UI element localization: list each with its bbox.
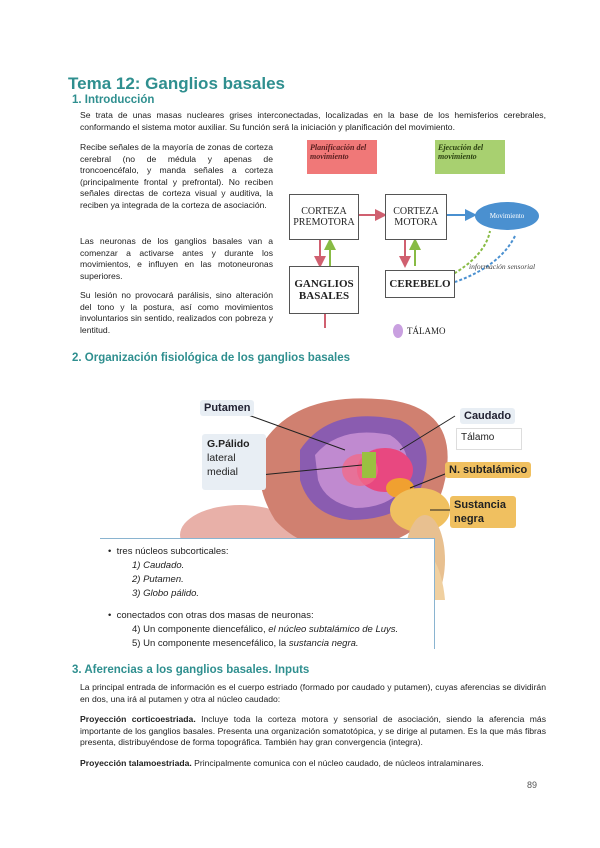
nuclei-list-panel xyxy=(100,538,435,649)
basal-ganglia-anatomy-figure xyxy=(100,370,534,650)
mesencefalico-text: 5) Un componente mesencefálico, la xyxy=(132,638,289,649)
bullet-nucleos-text: tres núcleos subcorticales: xyxy=(116,546,229,557)
aferencias-paragraph-1: La principal entrada de información es el cuerpo estriado (formado por caudado y putamen), cuyas aferencias se dividirán en dos, una irá al putamen y otra al núcleo caudado: xyxy=(80,682,546,704)
mesencefalico-italic: sustancia negra. xyxy=(288,638,359,649)
intro-paragraph-3: Las neuronas de los ganglios basales van a comenzar a activarse antes y durante los movimientos, e influyen en las motoneuronas superiores. xyxy=(80,236,273,281)
bullet-conectados: • conectados con otras dos masas de neuronas: xyxy=(108,610,314,621)
section-heading-aferencias: 3. Aferencias a los ganglios basales. Inputs xyxy=(72,664,310,676)
ganglios-basales-box: GANGLIOS BASALES xyxy=(289,266,359,314)
talamo-marker-icon xyxy=(393,324,403,338)
sustancia-negra-label: Sustancia negra xyxy=(450,496,516,528)
diencefalico-italic: el núcleo subtalámico de Luys. xyxy=(268,624,399,635)
intro-paragraph-1: Se trata de unas masas nucleares grises interconectadas, localizadas en la base de los hemisferios cerebrales, conformando el sistema motor auxiliar. Su función será la iniciación y planificación del movimiento. xyxy=(80,110,546,132)
talamo-label: TÁLAMO xyxy=(407,326,446,336)
diencefalico-text: 4) Un componente diencefálico, xyxy=(132,624,269,635)
corteza-premotora-box: CORTEZA PREMOTORA xyxy=(289,194,359,240)
planificacion-label: Planificación del movimiento xyxy=(307,140,377,174)
caudado-label: Caudado xyxy=(460,408,515,424)
movimiento-oval: Movimiento xyxy=(475,202,539,230)
gpalido-title: G.Pálido xyxy=(207,438,250,450)
intro-paragraph-4: Su lesión no provocará parálisis, sino alteración del tono y la postura, así como movimientos involuntarios sin sentido, realizados con pobreza y lentitud. xyxy=(80,290,273,335)
list-caudado: 1) Caudado. xyxy=(132,560,185,571)
gpalido-lateral: lateral xyxy=(207,452,236,464)
list-globo-palido: 3) Globo pálido. xyxy=(132,588,200,599)
talamoestriada-term: Proyección talamoestriada. xyxy=(80,758,192,768)
ejecucion-label: Ejecución del movimiento xyxy=(435,140,505,174)
corticoestriada-text: Incluye toda la corteza motora y sensorial de asociación, siendo la aferencia más importante de los ganglios basales. Presenta una organización somatotópica, y se dirige al putamen. Es la que más fibras presenta, distribuyéndose de forma topográfica. También hay gran convergencia (integra). xyxy=(80,714,547,748)
corticoestriada-term: Proyección corticoestriada. xyxy=(80,714,196,724)
list-mesencefalico xyxy=(132,637,359,651)
putamen-label: Putamen xyxy=(200,400,254,416)
corteza-motora-box: CORTEZA MOTORA xyxy=(385,194,447,240)
list-putamen: 2) Putamen. xyxy=(132,574,184,585)
talamoestriada-text: Principalmente comunica con el núcleo caudado, de núcleos intralaminares. xyxy=(191,758,484,768)
page-number: 89 xyxy=(527,780,538,790)
section-heading-introduccion: 1. Introducción xyxy=(72,94,155,106)
bullet-nucleos: • tres núcleos subcorticales: xyxy=(108,546,229,557)
cerebelo-box: CEREBELO xyxy=(385,270,455,298)
intro-paragraph-2: Recibe señales de la mayoría de zonas de corteza cerebral (no de médula y apenas de troncoencéfalo, y manda señales a corteza (principalmente frontal y prefrontal). No reciben señales directas de corteza visual y auditiva, la reciben ya integrada de la corteza de asociación. xyxy=(80,142,273,210)
aferencias-paragraph-2 xyxy=(80,714,546,749)
aferencias-paragraph-3 xyxy=(80,758,546,770)
motor-system-diagram xyxy=(285,136,547,342)
page-title: Tema 12: Ganglios basales xyxy=(68,74,285,93)
globo-palido-label xyxy=(202,434,266,490)
gpalido-medial: medial xyxy=(207,466,238,478)
bullet-conectados-text: conectados con otras dos masas de neuronas: xyxy=(116,610,314,621)
list-diencefalico xyxy=(132,623,398,637)
talamo-label-2: Tálamo xyxy=(456,428,522,450)
subtalamico-label: N. subtalámico xyxy=(445,462,531,478)
section-heading-organizacion: 2. Organización fisiológica de los ganglios basales xyxy=(72,352,350,364)
informacion-sensorial-label: información sensorial xyxy=(469,262,536,271)
